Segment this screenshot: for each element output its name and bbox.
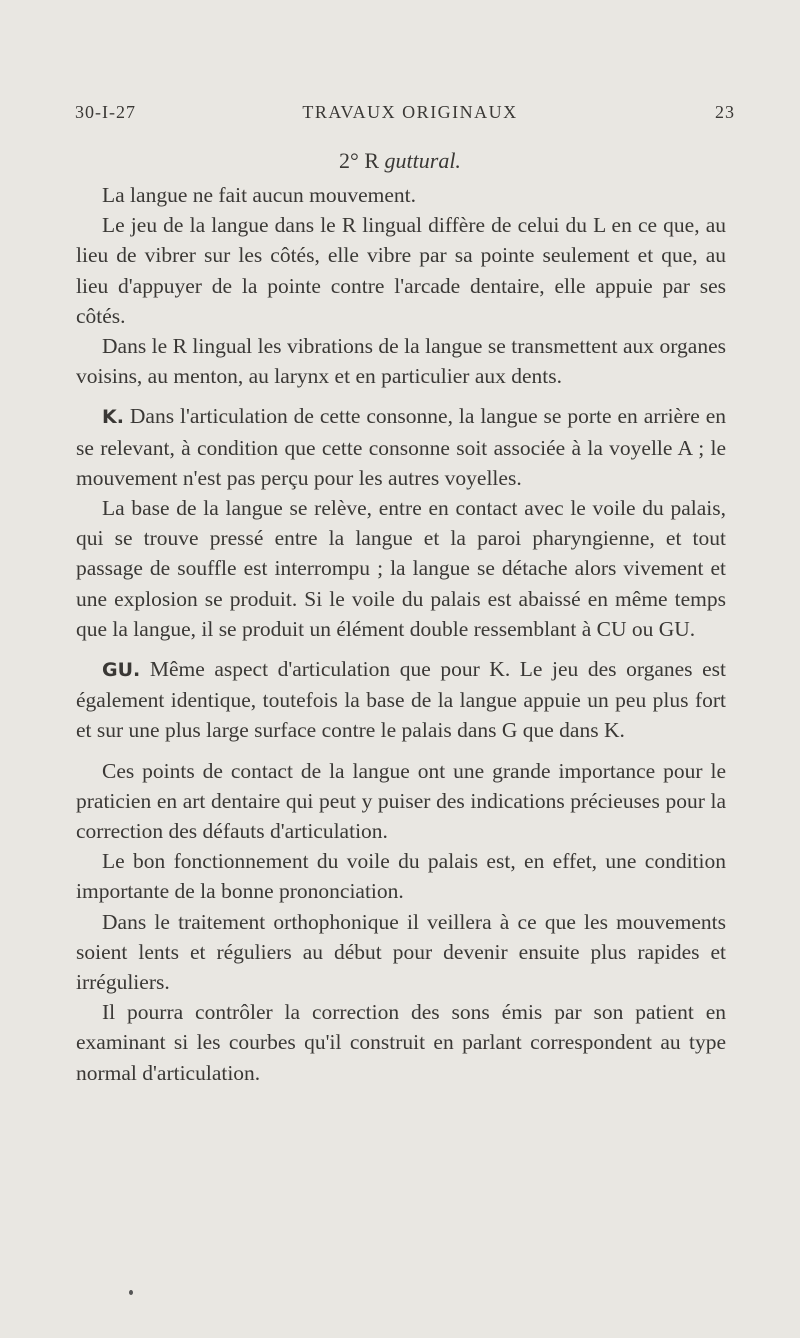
paragraph: Le bon fonctionnement du voile du palais est, en effet, une condition importante de la bonne prononciation. — [76, 849, 726, 904]
paragraph: Dans le R lingual les vibrations de la langue se transmettent aux organes voisins, au menton, au larynx et en particulier aux dents. — [76, 334, 726, 389]
paragraph: Il pourra contrôler la correction des sons émis par son patient en examinant si les courbes qu'il construit en parlant correspondent au type normal d'articulation. — [76, 1000, 726, 1085]
header-title: TRAVAUX ORIGINAUX — [302, 102, 518, 122]
paragraph-k — [76, 401, 726, 493]
paragraph: La base de la langue se relève, entre en contact avec le voile du palais, qui se trouve pressé entre la langue et la paroi pharyngienne, et tout passage de souffle est interrompu ; la langue se détache alors vivement et une explosion se produit. Si le voile du palais est abaissé en même temps que la langue, il se produit un élément double ressemblant à CU ou GU. — [76, 496, 726, 641]
lead-gu: GU. — [102, 659, 141, 682]
ink-speck — [129, 1290, 133, 1295]
section-subtitle — [0, 148, 800, 174]
paragraph-k-text: Dans l'articulation de cette consonne, la langue se porte en arrière en se relevant, à condition que cette consonne soit associée à la voyelle A ; le mouvement n'est pas perçu pour les autres voyelles. — [76, 404, 727, 490]
body-text — [76, 180, 726, 1088]
paragraph-gu-text: Même aspect d'articulation que pour K. Le jeu des organes est également identique, toutefois la base de la langue appuie un peu plus fort et sur une plus large surface contre le palais dans G que dans K. — [76, 657, 726, 743]
paragraph-gu — [76, 654, 726, 746]
running-header — [75, 102, 735, 132]
paragraph: La langue ne fait aucun mouvement. — [102, 183, 417, 207]
lead-k: K. — [102, 406, 124, 429]
paragraph: Le jeu de la langue dans le R lingual diffère de celui du L en ce que, au lieu de vibrer sur les côtés, elle vibre par sa pointe seulement et que, au lieu d'appuyer de la pointe contre l'arcade dentaire, elle appuie par ses côtés. — [76, 213, 726, 328]
header-date: 30-I-27 — [75, 102, 136, 122]
paragraph: Dans le traitement orthophonique il veillera à ce que les mouvements soient lents et réguliers au début pour devenir ensuite plus rapides et irréguliers. — [76, 909, 726, 995]
page-number: 23 — [715, 102, 735, 122]
subtitle-italic: guttural. — [384, 148, 461, 173]
paragraph: Ces points de contact de la langue ont une grande importance pour le praticien en art dentaire qui peut y puiser des indications précieuses pour la correction des défauts d'articulation. — [76, 758, 726, 844]
subtitle-number: 2° R — [339, 148, 380, 173]
